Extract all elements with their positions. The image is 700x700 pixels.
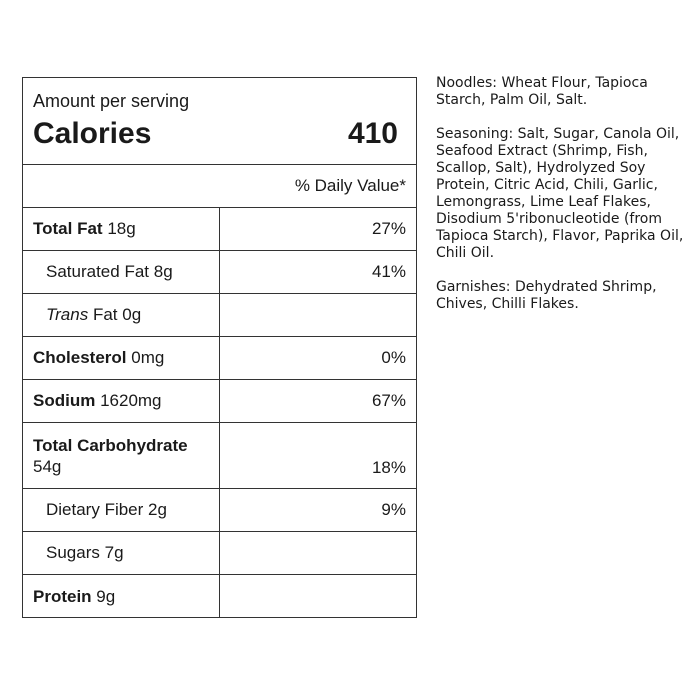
nutrient-amount: 54g xyxy=(33,456,62,476)
daily-value: 41% xyxy=(371,262,406,281)
nutrient-amount: 1620mg xyxy=(100,391,162,410)
nutrient-name xyxy=(23,489,220,531)
row-sugars xyxy=(23,532,416,575)
nutrient-label: Total Carbohydrate xyxy=(33,435,188,455)
nutrient-label: Protein xyxy=(33,586,92,606)
nutrient-name xyxy=(23,575,220,618)
nutrient-name xyxy=(23,337,220,379)
nutrient-name xyxy=(23,380,220,422)
daily-value: 0% xyxy=(381,348,406,367)
nutrient-amount: 7g xyxy=(104,543,124,562)
daily-value: 18% xyxy=(371,458,406,477)
row-trans-fat xyxy=(23,294,416,337)
row-total-fat xyxy=(23,208,416,251)
nutrient-label-italic: Trans xyxy=(46,305,89,324)
daily-value: 67% xyxy=(371,391,406,410)
nutrient-label: Cholesterol xyxy=(33,348,127,367)
nutrient-label: Dietary Fiber xyxy=(46,500,144,519)
nutrient-name xyxy=(23,251,220,293)
daily-value: 9% xyxy=(381,500,406,519)
nutrient-name xyxy=(23,423,220,488)
ingredients-list xyxy=(436,75,684,330)
nutrient-label: Fat xyxy=(92,305,118,324)
row-total-carbohydrate xyxy=(23,423,416,489)
daily-value xyxy=(220,575,416,618)
nutrient-name xyxy=(23,532,220,574)
nutrition-facts-label xyxy=(22,77,417,618)
ingredients-seasoning: Seasoning: Salt, Sugar, Canola Oil, Seafood Extract (Shrimp, Fish, Scallop, Salt), Hydrolyzed Soy Protein, Citric Acid, Chili, Garlic, Lemongrass, Lime Leaf Flakes, Disodium 5'ribonucleotide (from Tapioca Starch), Flavor, Paprika Oil, Chili Oil. xyxy=(436,126,684,261)
nutrient-name xyxy=(23,208,220,250)
row-cholesterol xyxy=(23,337,416,380)
calories-value: 410 xyxy=(347,117,398,150)
nutrient-amount: 8g xyxy=(153,262,173,281)
row-protein xyxy=(23,575,416,618)
nutrient-amount: 2g xyxy=(148,500,167,519)
nutrient-name xyxy=(23,294,220,336)
daily-value-header: % Daily Value* xyxy=(23,165,416,208)
daily-value: 27% xyxy=(371,219,406,238)
nutrient-amount: 0g xyxy=(122,305,142,324)
row-saturated-fat xyxy=(23,251,416,294)
ingredients-garnishes: Garnishes: Dehydrated Shrimp, Chives, Chilli Flakes. xyxy=(436,279,657,312)
nutrient-label: Sodium xyxy=(33,391,96,410)
amount-per-serving: Amount per serving xyxy=(33,91,190,111)
row-sodium xyxy=(23,380,416,423)
row-dietary-fiber xyxy=(23,489,416,532)
nutrient-amount: 9g xyxy=(96,586,116,606)
nutrient-label: Sugars xyxy=(46,543,100,562)
nutrient-label: Saturated Fat xyxy=(46,262,150,281)
nutrient-amount: 0mg xyxy=(131,348,165,367)
daily-value xyxy=(220,294,416,336)
nutrient-amount: 18g xyxy=(107,219,136,238)
calories-header xyxy=(23,78,416,165)
nutrient-label: Total Fat xyxy=(33,219,103,238)
daily-value xyxy=(220,532,416,574)
calories-label: Calories xyxy=(33,117,152,150)
ingredients-noodles: Noodles: Wheat Flour, Tapioca Starch, Palm Oil, Salt. xyxy=(436,75,648,108)
calories-row xyxy=(33,116,406,152)
